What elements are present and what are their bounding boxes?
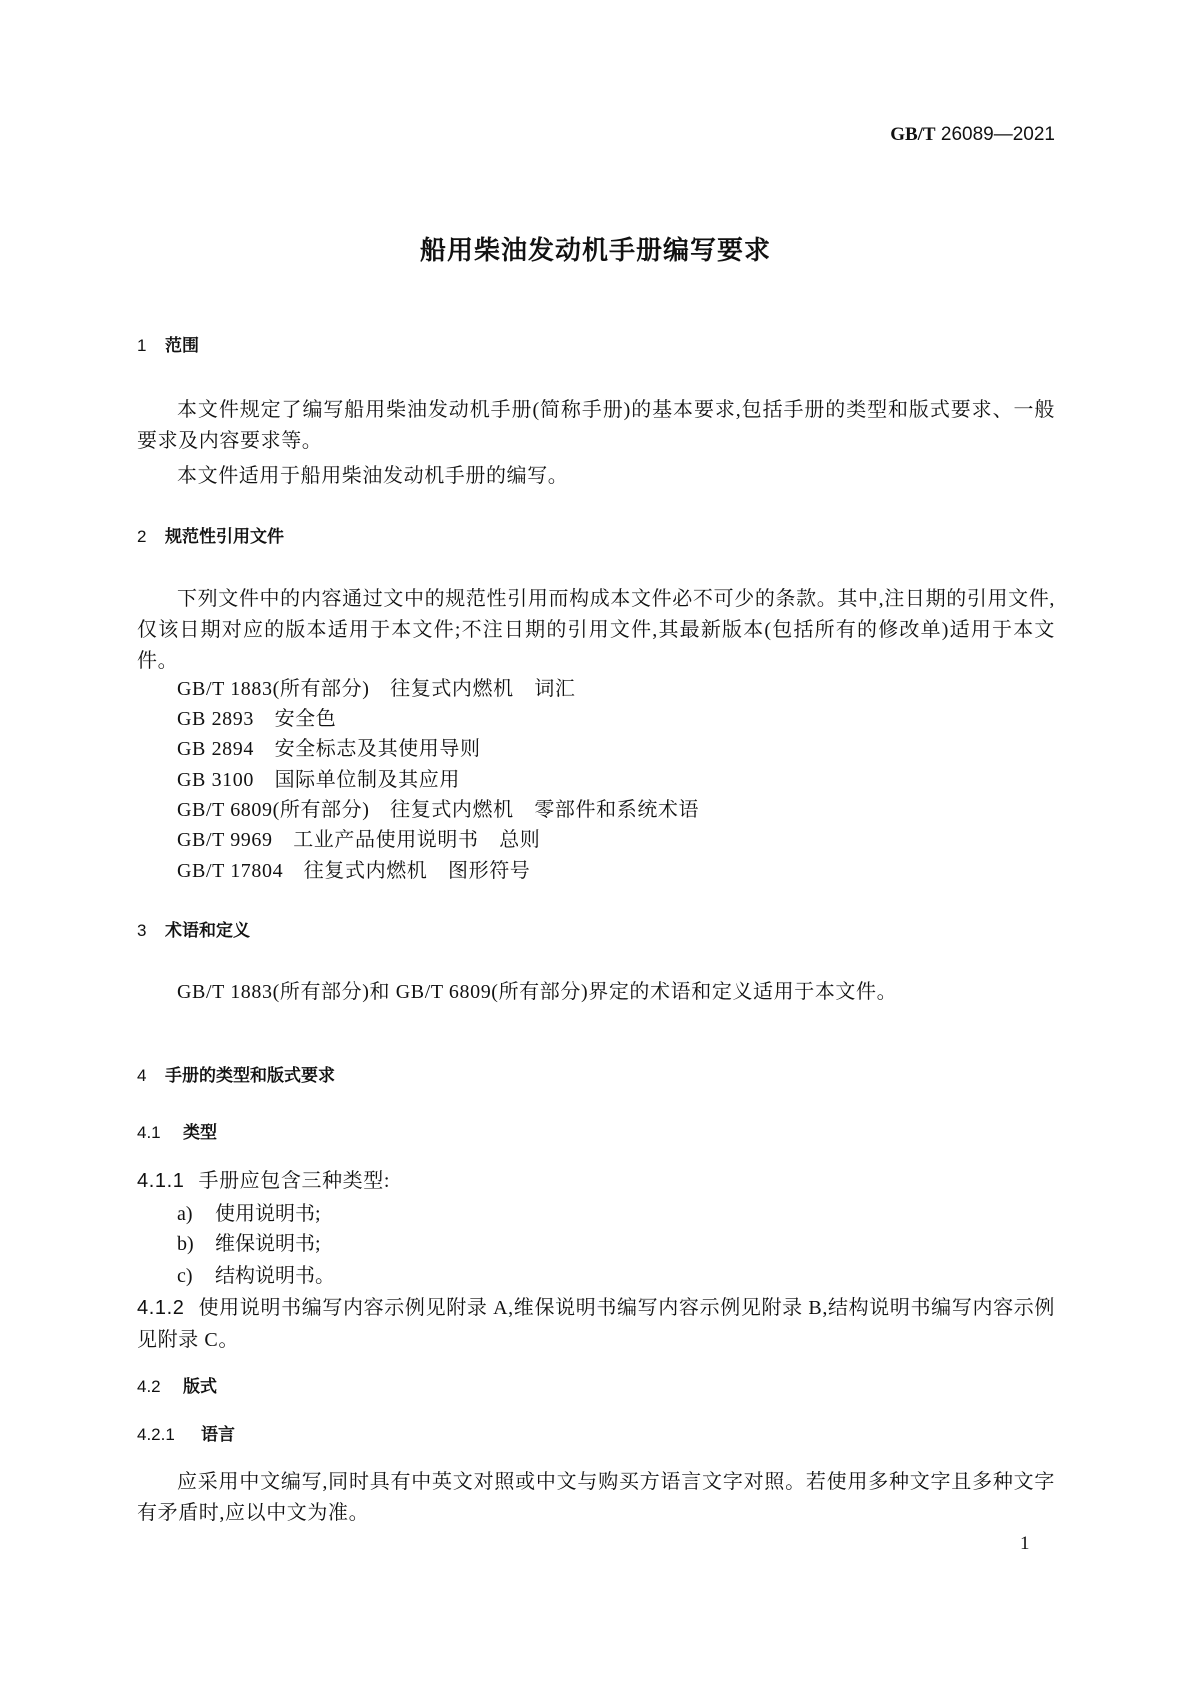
heading-number: 4.2: [137, 1377, 161, 1396]
heading-text: 范围: [165, 336, 199, 356]
reference-item: GB/T 17804 往复式内燃机 图形符号: [177, 860, 531, 882]
heading-text: 语言: [201, 1425, 235, 1445]
reference-item: GB 2894 安全标志及其使用导则: [177, 738, 481, 760]
heading-4-2-1: [137, 1423, 235, 1447]
item-text: 结构说明书。: [215, 1265, 335, 1287]
std-prefix: GB/T: [890, 124, 936, 145]
heading-4: [137, 1064, 335, 1088]
item-label: a): [177, 1203, 193, 1225]
paragraph: 应采用中文编写,同时具有中英文对照或中文与购买方语言文字对照。若使用多种文字且多种文字有矛盾时,应以中文为准。: [137, 1471, 1055, 1524]
paragraph: GB/T 1883(所有部分)和 GB/T 6809(所有部分)界定的术语和定义适用于本文件。: [177, 981, 898, 1003]
heading-4-2: [137, 1375, 217, 1399]
reference-item: GB 3100 国际单位制及其应用: [177, 769, 460, 791]
heading-number: 3: [137, 921, 147, 940]
heading-number: 2: [137, 527, 147, 546]
clause-number: 4.1.1: [137, 1170, 185, 1192]
heading-text: 类型: [183, 1123, 217, 1143]
document-title: 船用柴油发动机手册编写要求: [419, 236, 771, 266]
heading-4-1: [137, 1121, 217, 1145]
reference-item: GB/T 1883(所有部分) 往复式内燃机 词汇: [177, 678, 576, 700]
list-item: [177, 1261, 335, 1291]
heading-1: [137, 334, 199, 358]
reference-item: GB/T 9969 工业产品使用说明书 总则: [177, 829, 541, 851]
heading-number: 4.2.1: [137, 1425, 175, 1444]
item-label: c): [177, 1265, 193, 1287]
reference-item: GB 2893 安全色: [177, 708, 337, 730]
heading-number: 4: [137, 1066, 147, 1085]
heading-text: 手册的类型和版式要求: [165, 1066, 335, 1086]
item-label: b): [177, 1233, 194, 1255]
heading-text: 版式: [183, 1377, 217, 1397]
heading-text: 规范性引用文件: [165, 527, 284, 547]
std-number: 26089—2021: [940, 124, 1055, 145]
heading-number: 4.1: [137, 1123, 161, 1142]
list-item: [177, 1199, 321, 1229]
heading-2: [137, 525, 284, 549]
item-text: 使用说明书;: [215, 1203, 321, 1225]
heading-text: 术语和定义: [165, 921, 250, 941]
heading-number: 1: [137, 336, 147, 355]
clause-text: 手册应包含三种类型:: [198, 1170, 391, 1192]
paragraph: 下列文件中的内容通过文中的规范性引用而构成本文件必不可少的条款。其中,注日期的引用文件,仅该日期对应的版本适用于本文件;不注日期的引用文件,其最新版本(包括所有的修改单)适用于本文件。: [137, 588, 1055, 672]
clause-number: 4.1.2: [137, 1297, 185, 1319]
clause-4-1-2: [137, 1292, 1055, 1356]
standard-number: [890, 124, 1055, 146]
item-text: 维保说明书;: [215, 1233, 321, 1255]
clause-text: 使用说明书编写内容示例见附录 A,维保说明书编写内容示例见附录 B,结构说明书编写内容示例见附录 C。: [137, 1297, 1055, 1351]
heading-3: [137, 919, 250, 943]
page-number: 1: [1020, 1533, 1030, 1554]
clause-4-1-1: [137, 1165, 1055, 1197]
paragraph: 本文件规定了编写船用柴油发动机手册(简称手册)的基本要求,包括手册的类型和版式要求、一般要求及内容要求等。: [137, 399, 1055, 452]
list-item: [177, 1229, 321, 1259]
reference-item: GB/T 6809(所有部分) 往复式内燃机 零部件和系统术语: [177, 799, 700, 821]
paragraph: 本文件适用于船用柴油发动机手册的编写。: [177, 465, 569, 487]
